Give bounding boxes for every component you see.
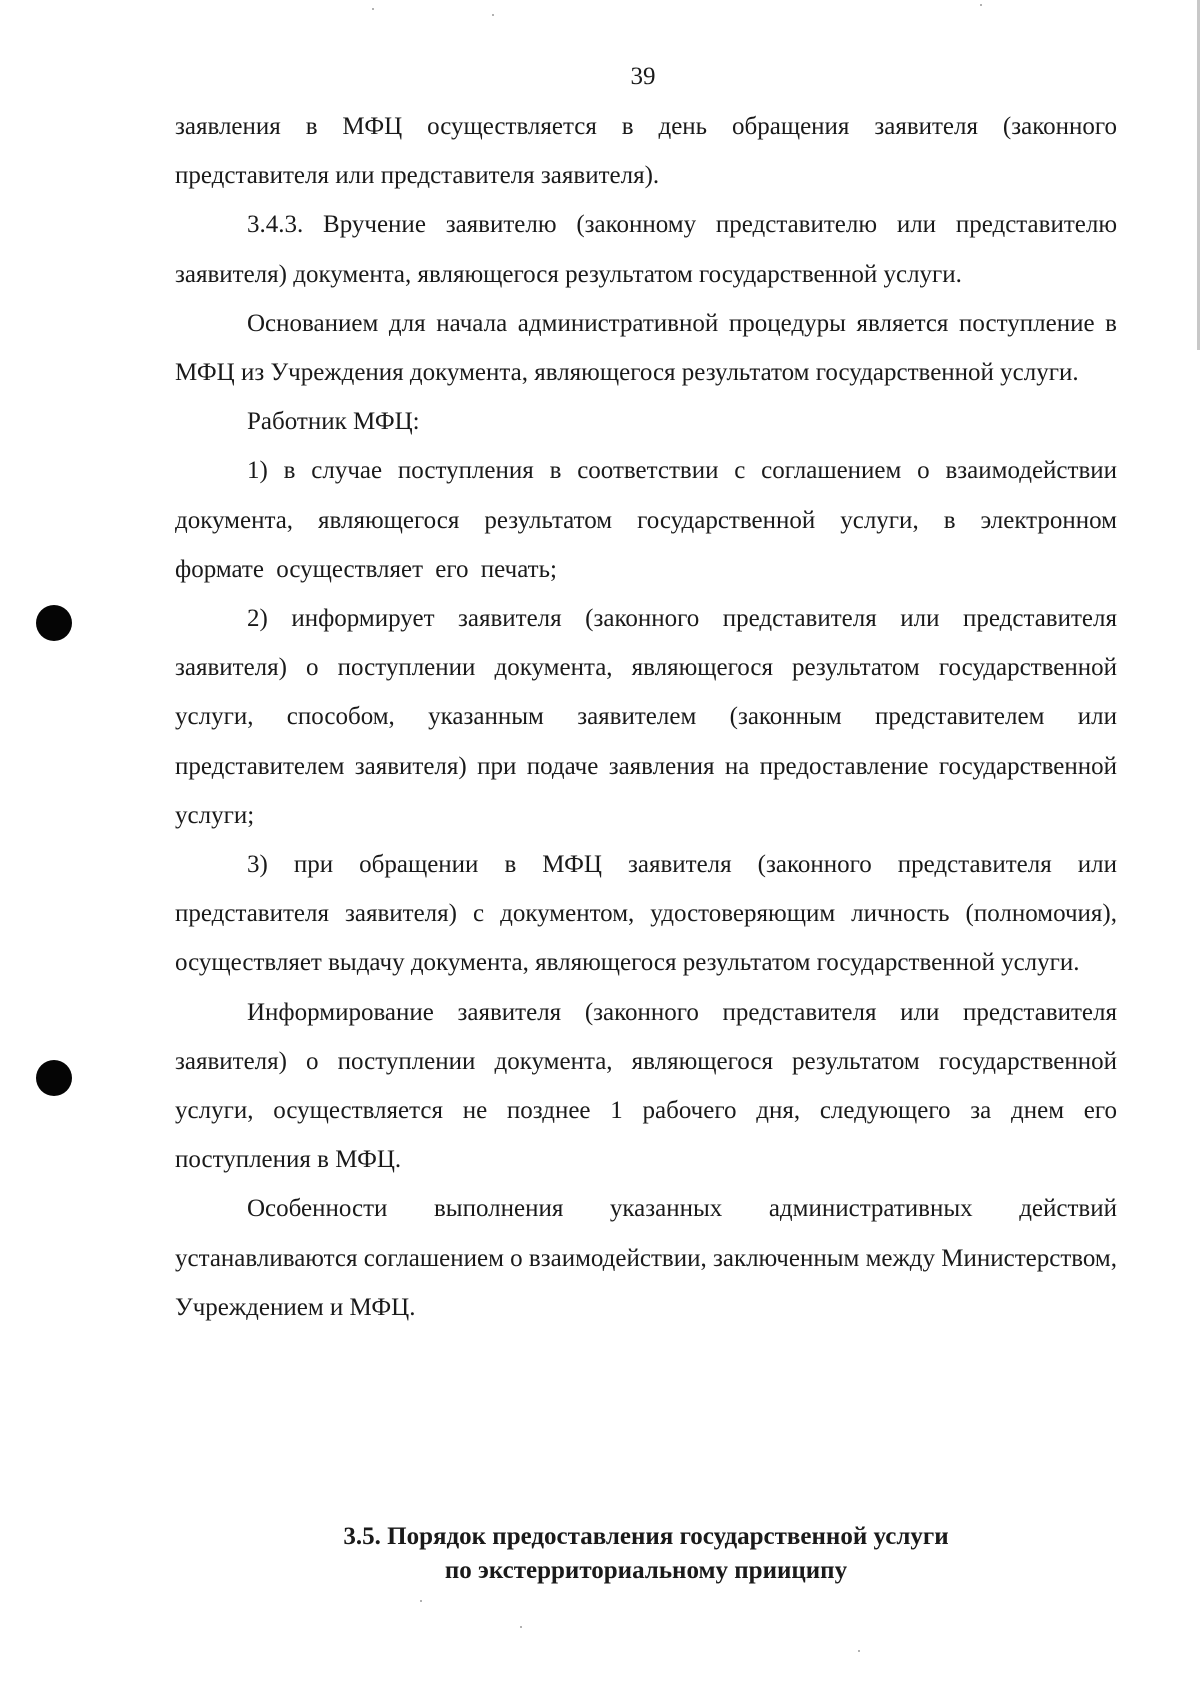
section-heading-line: по экстерриториальному прииципу bbox=[444, 1557, 848, 1584]
scan-speck bbox=[520, 1626, 522, 1628]
section-heading-line: 3.5. Порядок предоставления государственной услуги bbox=[343, 1523, 949, 1550]
paragraph: Основанием для начала административной процедуры является поступление в МФЦ из Учреждения документа, являющегося результатом государственной услуги. bbox=[175, 309, 1117, 387]
list-item: 3) при обращении в МФЦ заявителя (законного представителя или представителя заявителя) с документом, удостоверяющим личность (полномочия), осуществляет выдачу документа, являющегося результатом государственной услуги. bbox=[175, 851, 1117, 977]
punch-hole-mark bbox=[36, 605, 72, 641]
scan-speck bbox=[372, 8, 374, 10]
scan-speck bbox=[858, 1650, 860, 1652]
scan-speck bbox=[492, 14, 494, 16]
paragraph: Работник МФЦ: bbox=[247, 408, 420, 436]
list-item: 2) информирует заявителя (законного представителя или представителя заявителя) о поступлении документа, являющегося результатом государственной услуги, способом, указанным заявителем (законным представителем или представителем заявителя) при подаче заявления на предоставление государственной услуги; bbox=[175, 605, 1117, 829]
paragraph: Информирование заявителя (законного представителя или представителя заявителя) о поступлении документа, являющегося результатом государственной услуги, осуществляется не позднее 1 рабочего дня, следующего за днем его поступления в МФЦ. bbox=[175, 998, 1117, 1174]
document-body bbox=[175, 102, 1117, 1332]
page-number: 39 bbox=[630, 63, 656, 90]
paragraph: 3.4.3. Вручение заявителю (законному представителю или представителю заявителя) документа, являющегося результатом государственной услуги. bbox=[175, 211, 1117, 288]
paragraph: заявления в МФЦ осуществляется в день обращения заявителя (законного представителя или представителя заявителя). bbox=[175, 113, 1117, 190]
section-heading bbox=[175, 1520, 1117, 1588]
scan-speck bbox=[420, 1600, 422, 1602]
punch-hole-mark bbox=[36, 1060, 72, 1096]
list-item: 1) в случае поступления в соответствии с соглашением о взаимодействии документа, являющегося результатом государственной услуги, в электронном формате осуществляет его печать; bbox=[175, 457, 1117, 583]
paragraph: Особенности выполнения указанных административных действий устанавливаются соглашением о взаимодействии, заключенным между Министерством, Учреждением и МФЦ. bbox=[175, 1195, 1117, 1321]
scan-speck bbox=[980, 4, 982, 6]
